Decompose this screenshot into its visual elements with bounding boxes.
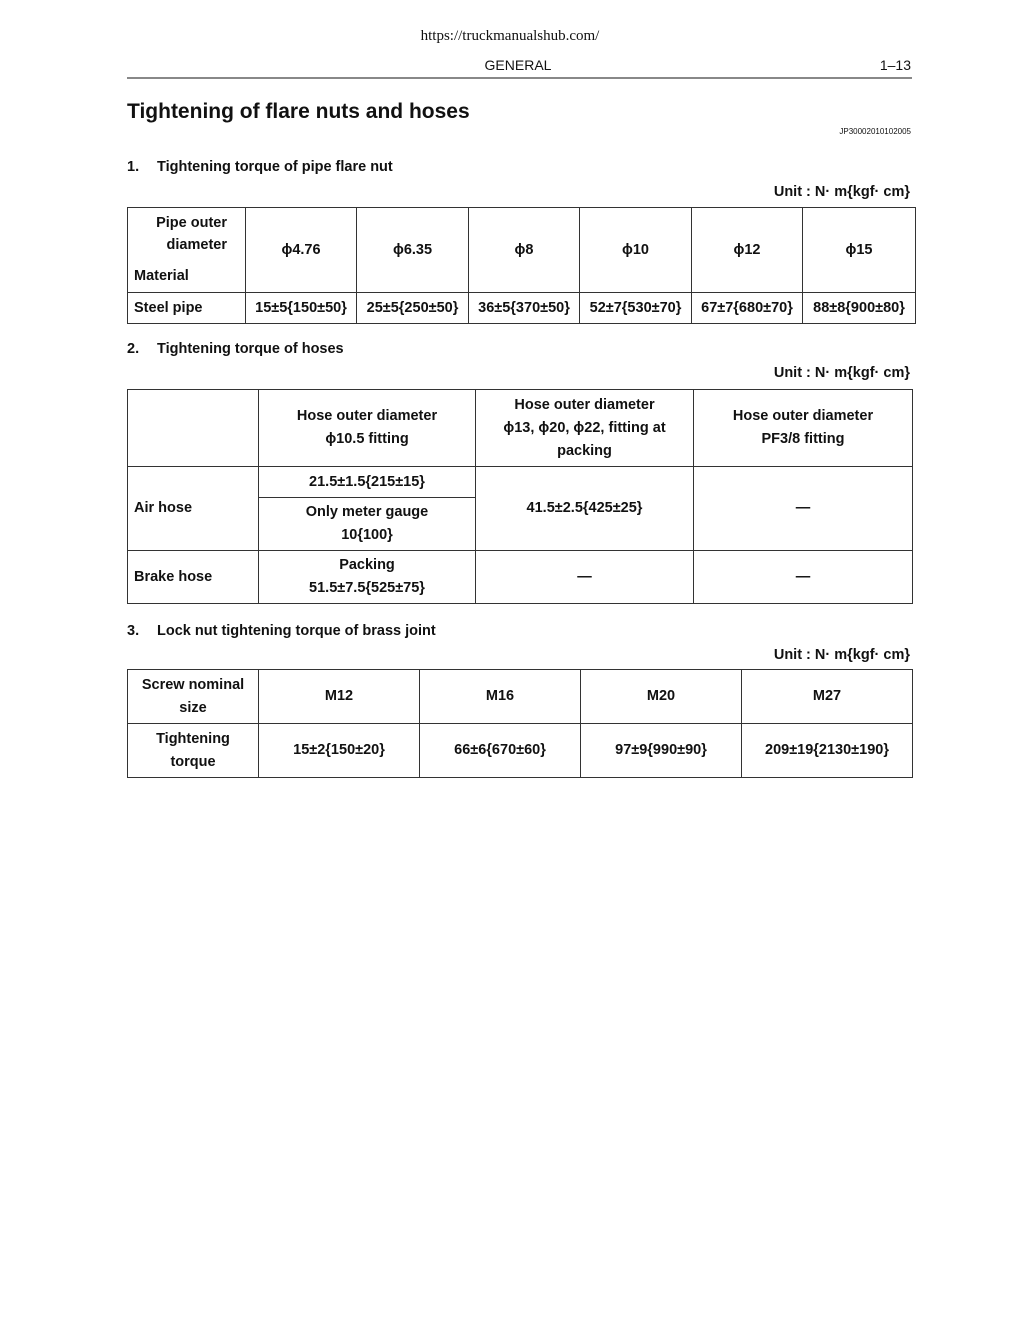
brake-hose-value: Packing 51.5±7.5{525±75} [259, 551, 476, 604]
section-1-heading [127, 159, 393, 175]
row-label-air-hose: Air hose [128, 467, 259, 551]
header-rule [127, 77, 912, 79]
torque-value: 25±5{250±50} [357, 293, 469, 324]
air-hose-pf38-value: — [694, 467, 913, 551]
section-title: Tightening torque of pipe flare nut [157, 159, 393, 175]
page-title: Tightening of flare nuts and hoses [127, 100, 470, 123]
torque-value: 97±9{990±90} [581, 724, 742, 778]
brass-joint-table [127, 669, 913, 778]
source-url[interactable]: https://truckmanualshub.com/ [420, 28, 600, 44]
row-label-steel-pipe: Steel pipe [128, 293, 246, 324]
torque-value: 36±5{370±50} [469, 293, 580, 324]
screw-size: M20 [581, 670, 742, 724]
col-header-pf38-fitting: Hose outer diameter PF3/8 fitting [694, 390, 913, 467]
section-2-heading [127, 341, 344, 357]
diameter-header: ϕ6.35 [357, 208, 469, 293]
section-title: Tightening torque of hoses [157, 341, 344, 357]
corner-header-cell [128, 208, 246, 293]
section-3-unit: Unit : N· m{kgf· cm} [773, 647, 910, 663]
screw-size: M16 [420, 670, 581, 724]
section-title: Lock nut tightening torque of brass joint [157, 623, 436, 639]
torque-value: 67±7{680±70} [692, 293, 803, 324]
screw-size-header: Screw nominal size [128, 670, 259, 724]
air-hose-packing-value: 41.5±2.5{425±25} [476, 467, 694, 551]
corner-header-top: Pipe outer diameter [156, 215, 227, 253]
corner-header-material: Material [134, 268, 189, 284]
header-section: GENERAL [484, 57, 552, 73]
diameter-header: ϕ8 [469, 208, 580, 293]
torque-value: 209±19{2130±190} [742, 724, 913, 778]
torque-value: 66±6{670±60} [420, 724, 581, 778]
diameter-header: ϕ12 [692, 208, 803, 293]
torque-value: 15±5{150±50} [246, 293, 357, 324]
page-number: 1–13 [879, 57, 911, 73]
screw-size: M12 [259, 670, 420, 724]
torque-value: 52±7{530±70} [580, 293, 692, 324]
torque-value: 88±8{900±80} [803, 293, 916, 324]
diameter-header: ϕ10 [580, 208, 692, 293]
col-header-10-5-fitting: Hose outer diameter ϕ10.5 fitting [259, 390, 476, 467]
hose-torque-table [127, 389, 913, 604]
tightening-torque-header: Tightening torque [128, 724, 259, 778]
section-number: 3. [127, 623, 140, 639]
section-number: 1. [127, 159, 140, 175]
diameter-header: ϕ4.76 [246, 208, 357, 293]
section-1-unit: Unit : N· m{kgf· cm} [773, 184, 910, 200]
air-hose-value: 21.5±1.5{215±15} [259, 467, 476, 498]
diameter-header: ϕ15 [803, 208, 916, 293]
pipe-flare-nut-table [127, 207, 916, 324]
empty-corner-cell [128, 390, 259, 467]
document-id: JP30002010102005 [839, 127, 911, 136]
col-header-packing-fitting: Hose outer diameter ϕ13, ϕ20, ϕ22, fitting at packing [476, 390, 694, 467]
section-number: 2. [127, 341, 140, 357]
row-label-brake-hose: Brake hose [128, 551, 259, 604]
air-hose-meter-gauge-value: Only meter gauge 10{100} [259, 498, 476, 551]
screw-size: M27 [742, 670, 913, 724]
section-2-unit: Unit : N· m{kgf· cm} [773, 365, 910, 381]
brake-hose-pf38-value: — [694, 551, 913, 604]
torque-value: 15±2{150±20} [259, 724, 420, 778]
brake-hose-packing-value: — [476, 551, 694, 604]
section-3-heading [127, 623, 436, 639]
